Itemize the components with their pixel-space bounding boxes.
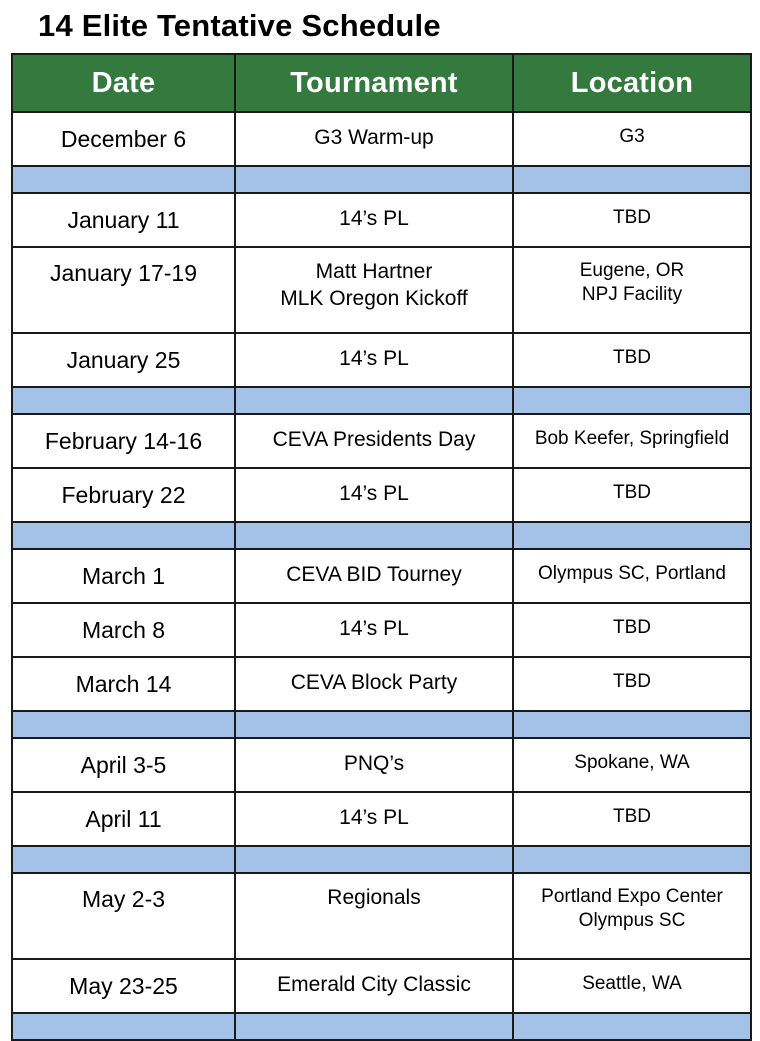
location-line: Olympus SC [578,910,686,931]
spacer-cell-date [12,846,235,873]
spacer-cell-location [513,166,751,193]
tournament-line: 14’s PL [339,805,409,829]
location-cell [513,873,751,959]
tournament-line: PNQ’s [343,751,405,775]
tournament-cell [235,247,513,333]
tournament-line: 14’s PL [339,206,409,230]
location-cell [513,414,751,468]
tournament-line: 14’s PL [339,481,409,505]
table-row [12,468,751,522]
spacer-cell-tournament [235,846,513,873]
tournament-line: Regionals [327,886,421,909]
location-cell [513,738,751,792]
spacer-cell-location [513,522,751,549]
tournament-cell [235,549,513,603]
tournament-cell [235,603,513,657]
location-cell [513,193,751,247]
spacer-cell-date [12,166,235,193]
tournament-line: MLK Oregon Kickoff [280,287,468,310]
date-cell: January 17-19 [12,247,235,333]
schedule-table [11,53,752,1041]
spacer-cell-tournament [235,387,513,414]
tournament-cell [235,333,513,387]
location-line: G3 [619,126,645,147]
date-cell: December 6 [12,112,235,166]
location-cell [513,112,751,166]
column-header-date: Date [12,54,235,112]
date-cell: April 11 [12,792,235,846]
column-header-location: Location [513,54,751,112]
table-row [12,959,751,1013]
column-header-tournament: Tournament [235,54,513,112]
date-cell: February 22 [12,468,235,522]
tournament-cell [235,193,513,247]
table-row [12,657,751,711]
tournament-line: CEVA Presidents Day [272,427,476,451]
date-cell: May 23-25 [12,959,235,1013]
spacer-cell-location [513,387,751,414]
table-row [12,414,751,468]
location-line: Spokane, WA [574,752,690,773]
tournament-line: Matt Hartner [315,260,433,283]
date-cell: January 25 [12,333,235,387]
table-row [12,549,751,603]
location-cell [513,603,751,657]
tournament-cell [235,873,513,959]
spacer-row [12,166,751,193]
table-row [12,792,751,846]
tournament-line: 14’s PL [339,346,409,370]
spacer-row [12,846,751,873]
spacer-cell-date [12,522,235,549]
location-line: TBD [613,347,651,368]
spacer-row [12,1013,751,1040]
location-cell [513,792,751,846]
tournament-cell [235,414,513,468]
spacer-row [12,711,751,738]
tournament-line: CEVA Block Party [290,670,458,694]
tournament-cell [235,959,513,1013]
spacer-cell-tournament [235,166,513,193]
spacer-cell-location [513,711,751,738]
location-line: TBD [613,617,651,638]
spacer-cell-tournament [235,1013,513,1040]
location-cell [513,247,751,333]
location-cell [513,333,751,387]
spacer-cell-date [12,387,235,414]
spacer-cell-date [12,711,235,738]
tournament-cell [235,738,513,792]
tournament-line: CEVA BID Tourney [286,562,462,586]
location-line: Eugene, OR [579,260,685,281]
table-row [12,193,751,247]
header-row [12,54,751,112]
spacer-cell-date [12,1013,235,1040]
table-row [12,738,751,792]
location-cell [513,468,751,522]
location-line: TBD [613,671,651,692]
spacer-row [12,522,751,549]
tournament-line: 14’s PL [339,616,409,640]
tournament-cell [235,792,513,846]
tournament-line: G3 Warm-up [314,125,434,149]
tournament-cell [235,112,513,166]
table-row [12,112,751,166]
location-line: Seattle, WA [582,973,682,994]
date-cell: March 1 [12,549,235,603]
location-cell [513,549,751,603]
date-cell: March 14 [12,657,235,711]
date-cell: January 11 [12,193,235,247]
spacer-row [12,387,751,414]
date-cell: March 8 [12,603,235,657]
location-line: Portland Expo Center [541,886,723,907]
spacer-cell-location [513,846,751,873]
location-line: Olympus SC, Portland [538,563,726,584]
table-row [12,333,751,387]
date-cell: May 2-3 [12,873,235,959]
page-title: 14 Elite Tentative Schedule [38,8,441,43]
spacer-cell-tournament [235,522,513,549]
location-cell [513,959,751,1013]
location-line: TBD [613,207,651,228]
spacer-cell-tournament [235,711,513,738]
schedule-body [12,112,751,1040]
location-line: TBD [613,482,651,503]
spacer-cell-location [513,1013,751,1040]
table-row [12,247,751,333]
date-cell: April 3-5 [12,738,235,792]
location-line: NPJ Facility [581,284,683,305]
location-cell [513,657,751,711]
location-line: Bob Keefer, Springfield [534,428,730,449]
table-row [12,873,751,959]
tournament-cell [235,468,513,522]
location-line: TBD [613,806,651,827]
table-row [12,603,751,657]
tournament-line: Emerald City Classic [277,972,471,996]
date-cell: February 14-16 [12,414,235,468]
tournament-cell [235,657,513,711]
